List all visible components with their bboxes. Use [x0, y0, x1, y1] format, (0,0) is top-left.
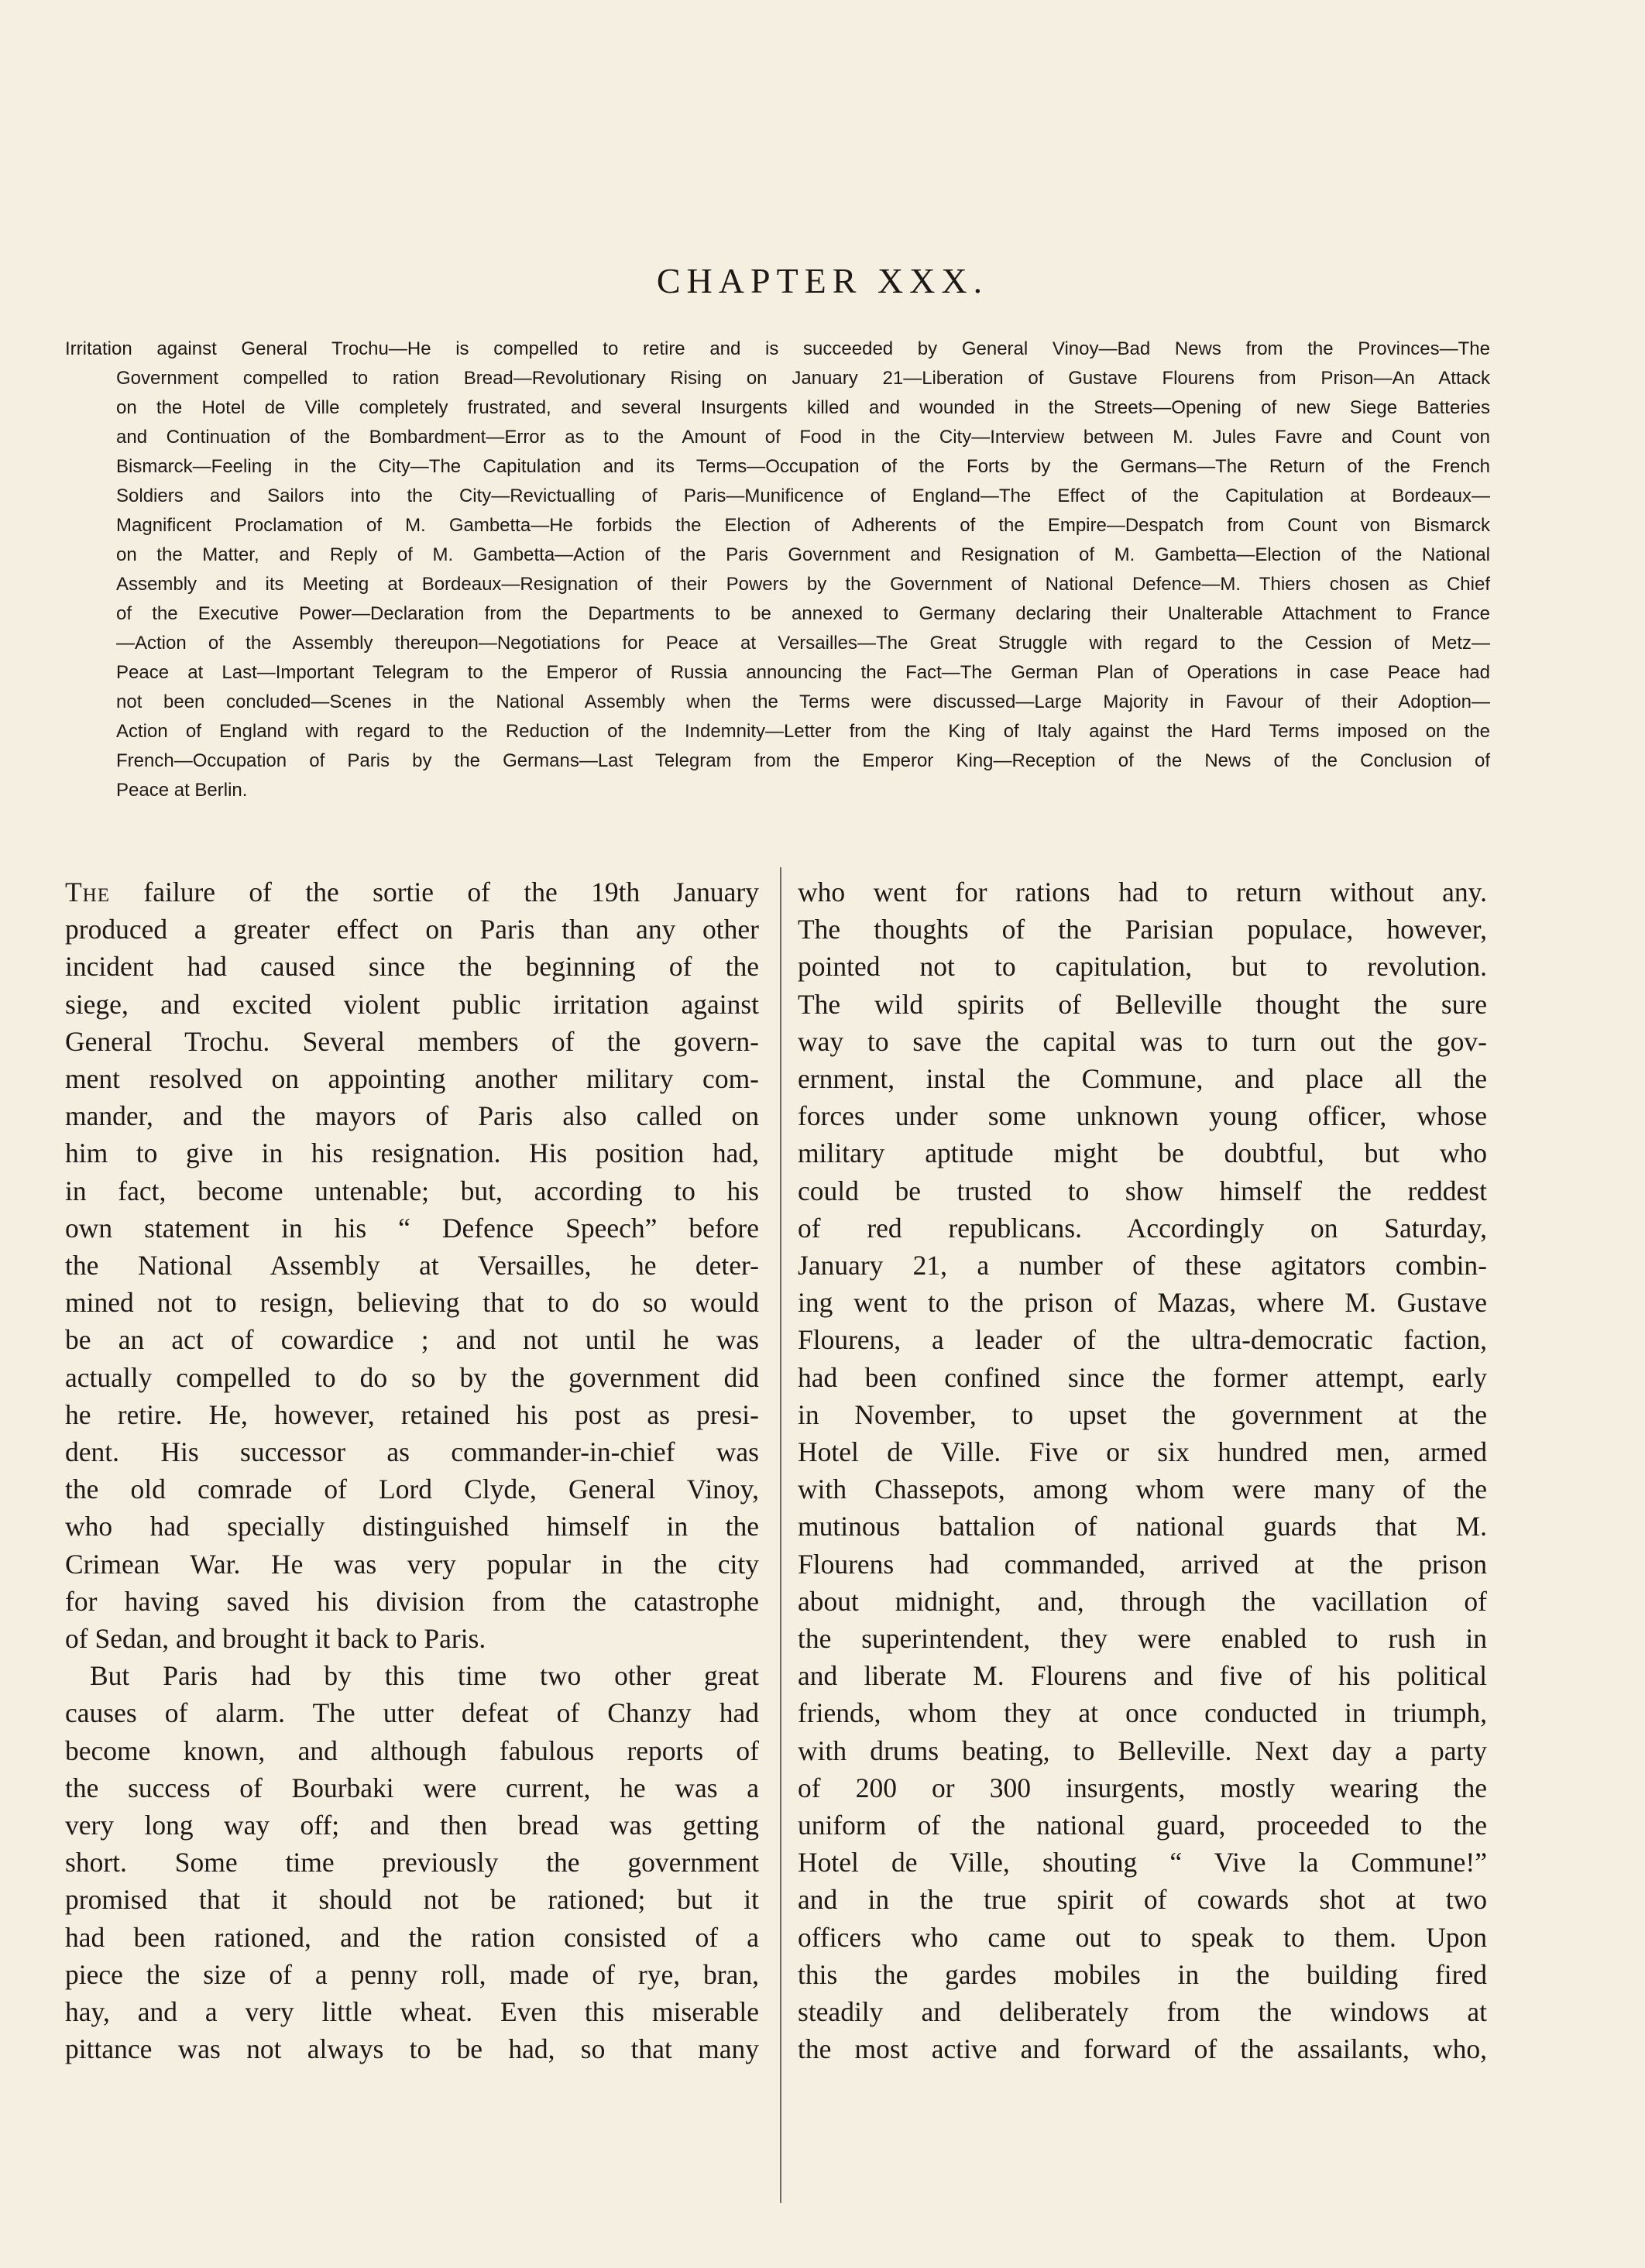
body-line: dent. His successor as commander-in-chief was: [65, 1436, 759, 1468]
body-line: in November, to upset the government at the: [798, 1398, 1487, 1430]
synopsis-line: Peace at Last—Important Telegram to the Emperor of Russia announcing the Fact—The German Plan of Operations in case Peace had: [116, 662, 1490, 683]
body-line: Crimean War. He was very popular in the city: [65, 1548, 759, 1580]
drop-word: The: [65, 877, 111, 908]
body-line: the success of Bourbaki were current, he was a: [65, 1772, 759, 1803]
body-line: forces under some unknown young officer, whose: [798, 1100, 1487, 1132]
body-line: Flourens had commanded, arrived at the prison: [798, 1548, 1487, 1580]
body-line: become known, and although fabulous reports of: [65, 1734, 759, 1766]
synopsis-line: on the Hotel de Ville completely frustrated, and several Insurgents killed and wounded in the Streets—Opening of new Siege Batteries: [116, 397, 1490, 418]
body-line: of Sedan, and brought it back to Paris.: [65, 1623, 486, 1655]
body-line: had been confined since the former attempt, early: [798, 1361, 1487, 1393]
body-line: ernment, instal the Commune, and place all the: [798, 1063, 1487, 1095]
body-line: be an act of cowardice ; and not until he was: [65, 1324, 759, 1356]
chapter-synopsis: [65, 335, 1490, 805]
body-line: the superintendent, they were enabled to rush in: [798, 1623, 1487, 1655]
column-divider: [780, 867, 781, 2203]
body-line: of 200 or 300 insurgents, mostly wearing the: [798, 1772, 1487, 1803]
body-line: military aptitude might be doubtful, but who: [798, 1137, 1487, 1169]
body-line: piece the size of a penny roll, made of rye, bran,: [65, 1958, 759, 1990]
body-line: The wild spirits of Belleville thought the sure: [798, 988, 1487, 1020]
synopsis-line: Magnificent Proclamation of M. Gambetta—He forbids the Election of Adherents of the Empire—Despatch from Count von Bismarck: [116, 515, 1490, 536]
body-line: Hotel de Ville. Five or six hundred men, armed: [798, 1436, 1487, 1468]
body-line: in fact, become untenable; but, according to his: [65, 1175, 759, 1206]
body-line: the old comrade of Lord Clyde, General Vinoy,: [65, 1474, 759, 1505]
body-line: The failure of the sortie of the 19th January: [65, 877, 759, 908]
synopsis-line: Assembly and its Meeting at Bordeaux—Resignation of their Powers by the Government of National Defence—M. Thiers chosen as Chief: [116, 574, 1490, 595]
body-line: very long way off; and then bread was getting: [65, 1810, 759, 1841]
body-line: produced a greater effect on Paris than any other: [65, 914, 759, 945]
synopsis-line: French—Occupation of Paris by the Germans—Last Telegram from the Emperor King—Reception of the News of the Conclusion of: [116, 750, 1490, 771]
body-line: January 21, a number of these agitators combin-: [798, 1250, 1487, 1282]
body-line: causes of alarm. The utter defeat of Chanzy had: [65, 1697, 759, 1729]
body-line: short. Some time previously the government: [65, 1847, 759, 1879]
synopsis-line: and Continuation of the Bombardment—Error as to the Amount of Food in the City—Interview between M. Jules Favre and Count von: [116, 427, 1490, 448]
body-line: Hotel de Ville, shouting “ Vive la Commune!”: [798, 1847, 1487, 1879]
synopsis-line: Action of England with regard to the Reduction of the Indemnity—Letter from the King of Italy against the Hard Terms imposed on the: [116, 721, 1490, 742]
synopsis-line: Irritation against General Trochu—He is compelled to retire and is succeeded by General Vinoy—Bad News from the Provinces—The: [65, 338, 1490, 359]
body-line: uniform of the national guard, proceeded to the: [798, 1810, 1487, 1841]
synopsis-line: on the Matter, and Reply of M. Gambetta—Action of the Paris Government and Resignation of M. Gambetta—Election of the National: [116, 544, 1490, 565]
body-column-right: [798, 873, 1487, 2068]
body-line: promised that it should not be rationed; but it: [65, 1884, 759, 1916]
synopsis-line: Soldiers and Sailors into the City—Revictualling of Paris—Munificence of England—The Effect of the Capitulation at Bordeaux—: [116, 486, 1490, 506]
body-line: The thoughts of the Parisian populace, however,: [798, 914, 1487, 945]
body-line: own statement in his “ Defence Speech” before: [65, 1212, 759, 1244]
body-line: for having saved his division from the catastrophe: [65, 1585, 759, 1617]
body-line: with drums beating, to Belleville. Next day a party: [798, 1734, 1487, 1766]
body-line: about midnight, and, through the vacillation of: [798, 1585, 1487, 1617]
body-line: incident had caused since the beginning of the: [65, 951, 759, 983]
body-line: who went for rations had to return without any.: [798, 877, 1487, 908]
body-line: mutinous battalion of national guards that M.: [798, 1511, 1487, 1542]
body-line: the National Assembly at Versailles, he deter-: [65, 1250, 759, 1282]
body-line: of red republicans. Accordingly on Saturday,: [798, 1212, 1487, 1244]
body-column-left: [65, 873, 759, 2068]
body-line: officers who came out to speak to them. Upon: [798, 1921, 1487, 1953]
body-line: could be trusted to show himself the reddest: [798, 1175, 1487, 1206]
body-line: actually compelled to do so by the government did: [65, 1361, 759, 1393]
body-line: the most active and forward of the assailants, who,: [798, 2033, 1487, 2065]
body-line: he retire. He, however, retained his post as presi-: [65, 1398, 759, 1430]
body-line: and in the true spirit of cowards shot at two: [798, 1884, 1487, 1916]
body-line: mined not to resign, believing that to do so would: [65, 1287, 759, 1319]
body-line: But Paris had by this time two other great: [90, 1660, 759, 1692]
synopsis-line: Bismarck—Feeling in the City—The Capitulation and its Terms—Occupation of the Forts by the Germans—The Return of the French: [116, 456, 1490, 477]
body-line: General Trochu. Several members of the govern-: [65, 1025, 759, 1057]
body-line: Flourens, a leader of the ultra-democratic faction,: [798, 1324, 1487, 1356]
body-line: mander, and the mayors of Paris also called on: [65, 1100, 759, 1132]
synopsis-line: Peace at Berlin.: [116, 780, 248, 801]
synopsis-line: not been concluded—Scenes in the National Assembly when the Terms were discussed—Large Majority in Favour of their Adoption—: [116, 691, 1490, 712]
synopsis-line: —Action of the Assembly thereupon—Negotiations for Peace at Versailles—The Great Struggle with regard to the Cession of Metz—: [116, 633, 1490, 654]
body-line: with Chassepots, among whom were many of the: [798, 1474, 1487, 1505]
body-line: steadily and deliberately from the windows at: [798, 1996, 1487, 2028]
synopsis-line: Government compelled to ration Bread—Revolutionary Rising on January 21—Liberation of Gustave Flourens from Prison—An Attack: [116, 368, 1490, 389]
body-line: who had specially distinguished himself in the: [65, 1511, 759, 1542]
chapter-title: CHAPTER XXX.: [656, 261, 989, 300]
body-line: and liberate M. Flourens and five of his political: [798, 1660, 1487, 1692]
body-line: friends, whom they at once conducted in triumph,: [798, 1697, 1487, 1729]
synopsis-line: of the Executive Power—Declaration from the Departments to be annexed to Germany declaring their Unalterable Attachment to France: [116, 603, 1490, 624]
body-line: siege, and excited violent public irritation against: [65, 988, 759, 1020]
body-line: pointed not to capitulation, but to revolution.: [798, 951, 1487, 983]
body-line: this the gardes mobiles in the building fired: [798, 1958, 1487, 1990]
body-line: hay, and a very little wheat. Even this miserable: [65, 1996, 759, 2028]
body-line: him to give in his resignation. His position had,: [65, 1137, 759, 1169]
body-line: had been rationed, and the ration consisted of a: [65, 1921, 759, 1953]
body-line: pittance was not always to be had, so that many: [65, 2033, 759, 2065]
body-line: ing went to the prison of Mazas, where M. Gustave: [798, 1287, 1487, 1319]
body-line: ment resolved on appointing another military com-: [65, 1063, 759, 1095]
body-line: way to save the capital was to turn out the gov-: [798, 1025, 1487, 1057]
